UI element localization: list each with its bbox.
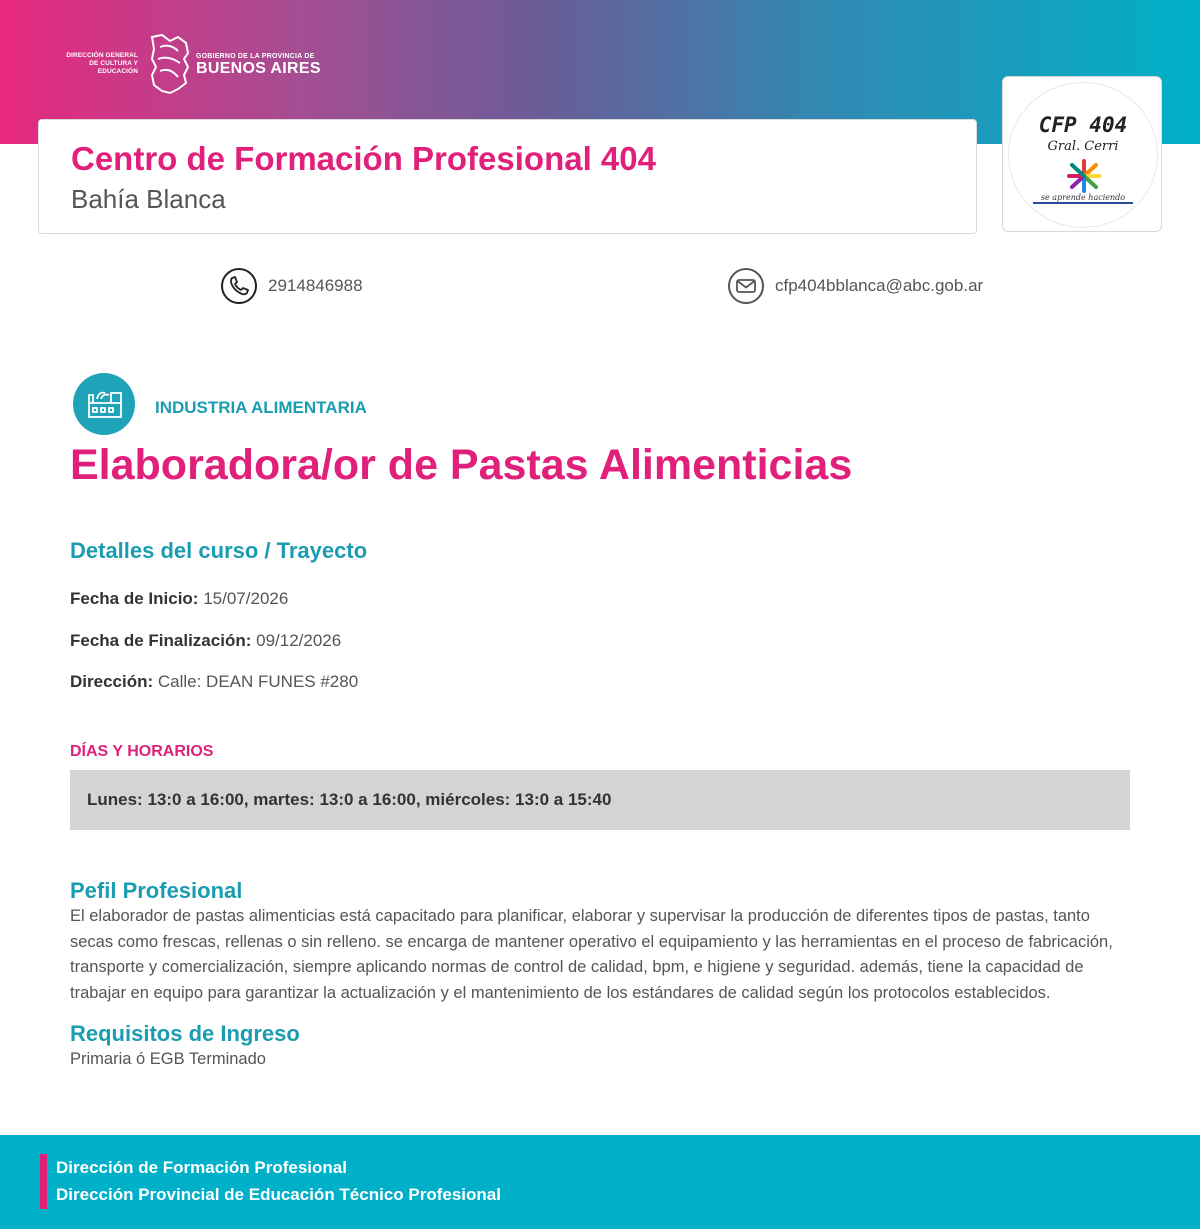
end-date-label: Fecha de Finalización:	[70, 631, 252, 650]
end-date-value: 09/12/2026	[256, 631, 342, 650]
phone-number: 2914846988	[268, 276, 363, 295]
start-date-label: Fecha de Inicio:	[70, 589, 199, 608]
address-value: Calle: DEAN FUNES #280	[157, 672, 359, 691]
start-date-value: 15/07/2026	[203, 589, 289, 608]
gov-right-small: GOBIERNO DE LA PROVINCIA DE	[196, 52, 315, 60]
course-title: Elaboradora/or de Pastas Alimenticias	[70, 441, 853, 489]
email-address: cfp404bblanca@abc.gob.ar	[775, 276, 984, 295]
address	[70, 672, 358, 692]
footer-line-2: Dirección Provincial de Educación Técnico Profesional	[56, 1185, 501, 1204]
government-logo	[58, 32, 321, 96]
details-section-title: Detalles del curso / Trayecto	[70, 538, 368, 563]
logo-motto: se aprende haciendo	[1033, 193, 1133, 204]
requirements-text: Primaria ó EGB Terminado	[70, 1050, 266, 1068]
requirements-title: Requisitos de Ingreso	[70, 1021, 300, 1046]
end-date	[70, 631, 341, 651]
center-title-card	[38, 119, 977, 234]
footer	[0, 1135, 1200, 1229]
footer-line-1: Dirección de Formación Profesional	[56, 1158, 347, 1177]
schedule-box	[70, 770, 1130, 830]
center-logo-card	[1002, 76, 1162, 232]
center-name: Centro de Formación Profesional 404	[71, 140, 656, 177]
schedule-text: Lunes: 13:0 a 16:00, martes: 13:0 a 16:00, miércoles: 13:0 a 15:40	[87, 790, 612, 809]
gov-left-text: DIRECCIÓN GENERAL DE CULTURA Y EDUCACIÓN	[66, 52, 138, 75]
logo-title: CFP 404	[1038, 113, 1128, 137]
factory-icon	[73, 373, 135, 435]
profile-text: El elaborador de pastas alimenticias está capacitado para planificar, elaborar y supervisar la producción de diferentes tipos de pastas, tanto secas como frescas, rellenas o sin relleno. se encarga de mantener operativo el equipamiento y las herramientas en el proceso de fabricación, transporte y comercialización, siempre aplicando normas de control de calidad, bpm, e higiene y seguridad. además, tiene la capacidad de trabajar en equipo para garantizar la actualización y el mantenimiento de los estándares de calidad según los protocolos establecidos.	[70, 907, 1113, 1002]
gov-right-big: BUENOS AIRES	[196, 59, 321, 77]
mail-icon	[727, 267, 765, 305]
profile-title: Pefil Profesional	[70, 878, 243, 903]
center-city: Bahía Blanca	[71, 184, 226, 214]
category-label: INDUSTRIA ALIMENTARIA	[155, 398, 367, 417]
phone-contact[interactable]	[220, 267, 363, 305]
address-label: Dirección:	[70, 672, 154, 691]
footer-accent-bar	[40, 1154, 47, 1209]
phone-icon	[220, 267, 258, 305]
schedule-label: DÍAS Y HORARIOS	[70, 743, 214, 760]
email-contact[interactable]	[727, 267, 983, 305]
logo-circle	[1008, 82, 1158, 228]
hands-icon	[1067, 159, 1101, 193]
start-date	[70, 589, 288, 609]
logo-subtitle: Gral. Cerri	[1047, 139, 1119, 154]
province-emblem-icon	[148, 33, 192, 95]
